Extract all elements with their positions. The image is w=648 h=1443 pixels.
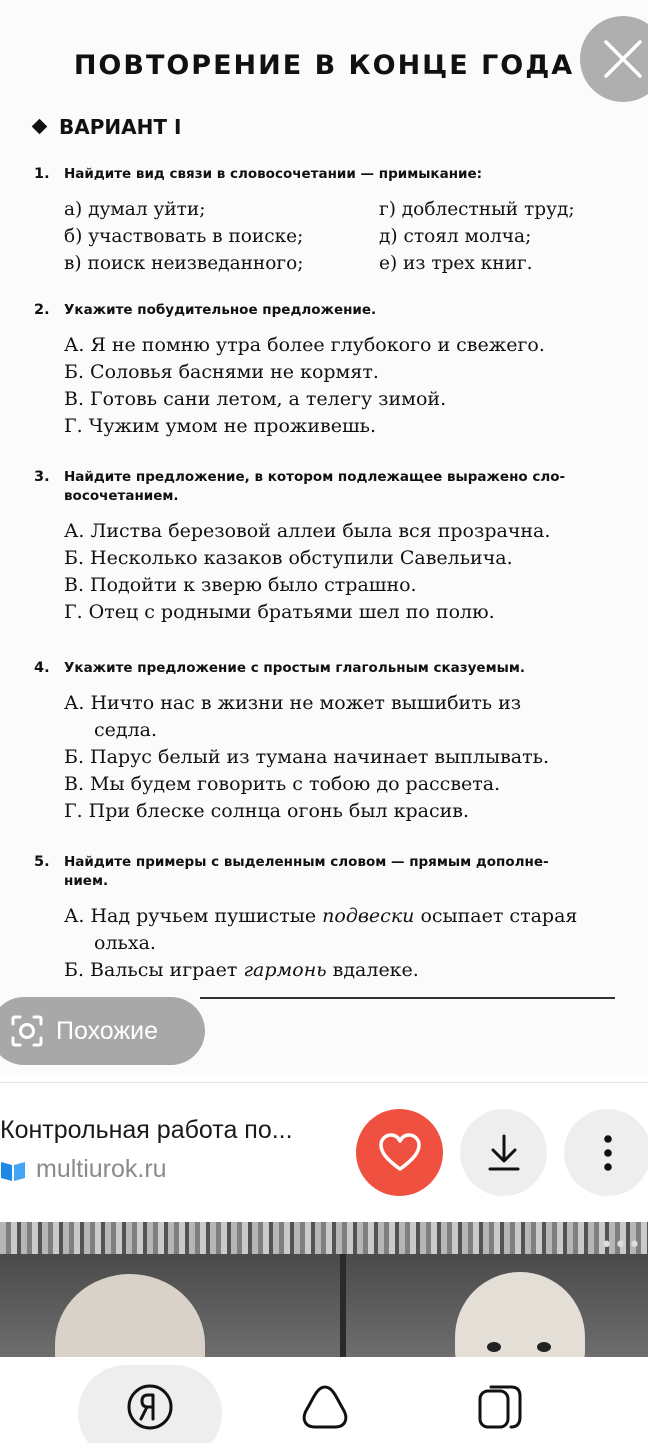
question-3	[34, 468, 624, 626]
book-icon	[0, 1157, 26, 1183]
option-text: осыпает старая	[414, 905, 578, 927]
option: Г. Чужим умом не проживешь.	[64, 415, 377, 437]
option	[64, 957, 624, 984]
question-prompt-continued: восочетанием.	[64, 488, 179, 504]
question-number: 2.	[34, 302, 50, 318]
question-1-options	[34, 196, 624, 277]
question-number: 1.	[34, 166, 50, 182]
option: в) поиск неизведанного;	[64, 253, 304, 274]
question-4-text	[34, 659, 624, 678]
more-button[interactable]	[564, 1109, 648, 1196]
more-dots-icon[interactable]: •••	[600, 1233, 642, 1258]
question-prompt: Найдите вид связи в словосочетании — примыкание:	[64, 166, 483, 182]
option: А. Ничто нас в жизни не может вышибить из	[64, 692, 522, 714]
option: А. Я не помню утра более глубокого и свежего.	[64, 334, 545, 356]
question-4-options	[34, 690, 624, 825]
nav-item-tabs[interactable]	[430, 1357, 570, 1443]
highlighted-word: гармонь	[243, 959, 327, 981]
diamond-bullet-icon	[32, 119, 48, 135]
divider-line	[200, 997, 615, 999]
option: В. Подойти к зверю было страшно.	[64, 574, 417, 596]
option: В. Мы будем говорить с тобою до рассвета.	[64, 773, 501, 795]
question-4	[34, 659, 624, 825]
question-number: 5.	[34, 854, 50, 870]
question-2	[34, 301, 624, 440]
download-icon	[486, 1133, 522, 1173]
option: Б. Парус белый из тумана начинает выплывать.	[64, 746, 550, 768]
option: Г. Отец с родными братьями шел по полю.	[64, 601, 495, 623]
option: б) участвовать в поиске;	[64, 226, 304, 247]
image-source-link[interactable]	[0, 1155, 167, 1184]
heart-icon	[378, 1133, 422, 1173]
next-image-preview[interactable]	[0, 1222, 648, 1357]
more-vertical-icon	[603, 1133, 613, 1173]
question-prompt: Найдите предложение, в котором подлежащее выражено сло-	[64, 469, 566, 485]
question-5-text	[34, 853, 624, 891]
option: е) из трех книг.	[379, 253, 533, 274]
similar-images-button[interactable]	[0, 997, 205, 1065]
divider	[0, 1082, 648, 1083]
question-5-options	[34, 903, 624, 984]
yandex-icon	[126, 1383, 174, 1431]
option: Б. Несколько казаков обступили Савельича.	[64, 547, 513, 569]
option: А. Листва березовой аллеи была вся прозрачна.	[64, 520, 551, 542]
similar-images-label: Похожие	[56, 1016, 159, 1045]
question-prompt: Укажите предложение с простым глагольным сказуемым.	[64, 660, 525, 676]
question-3-text	[34, 468, 624, 506]
bottom-navigation	[0, 1357, 648, 1443]
nav-item-alice[interactable]	[255, 1357, 395, 1443]
variant-label: ВАРИАНТ I	[59, 115, 182, 139]
question-prompt: Укажите побудительное предложение.	[64, 302, 377, 318]
question-number: 4.	[34, 660, 50, 676]
like-button[interactable]	[356, 1109, 443, 1196]
close-icon	[602, 38, 644, 80]
document-title: ПОВТОРЕНИЕ В КОНЦЕ ГОДА	[73, 50, 575, 81]
image-border-pattern	[0, 1222, 648, 1254]
option: Г. При блеске солнца огонь был красив.	[64, 800, 470, 822]
download-button[interactable]	[460, 1109, 547, 1196]
tabs-icon	[475, 1383, 525, 1433]
question-2-text	[34, 301, 624, 320]
question-prompt-continued: нием.	[64, 873, 109, 889]
option-continued: ольха.	[94, 932, 156, 954]
question-prompt: Найдите примеры с выделенным словом — прямым дополне-	[64, 854, 549, 870]
variant-heading	[34, 115, 181, 139]
option: а) думал уйти;	[64, 199, 206, 220]
question-1-text	[34, 165, 624, 184]
eye	[537, 1342, 551, 1352]
option: Б. Соловья баснями не кормят.	[64, 361, 379, 383]
image-source-title[interactable]: Контрольная работа по...	[0, 1116, 293, 1144]
option-continued: седла.	[94, 719, 158, 741]
question-2-options	[34, 332, 624, 440]
question-1	[34, 165, 624, 277]
question-5	[34, 853, 624, 984]
nav-item-yandex[interactable]	[78, 1357, 222, 1443]
visual-search-icon	[10, 1015, 44, 1047]
option	[64, 903, 624, 930]
option-text: Б. Вальсы играет	[64, 959, 244, 981]
question-number: 3.	[34, 469, 50, 485]
alice-icon	[299, 1383, 351, 1431]
option-text: вдалеке.	[326, 959, 419, 981]
question-3-options	[34, 518, 624, 626]
highlighted-word: подвески	[322, 905, 415, 927]
option: г) доблестный труд;	[379, 199, 575, 220]
close-button[interactable]	[580, 16, 648, 102]
option: д) стоял молча;	[379, 226, 532, 247]
option-text: А. Над ручьем пушистые	[64, 905, 323, 927]
option: В. Готовь сани летом, а телегу зимой.	[64, 388, 447, 410]
eye	[487, 1342, 501, 1352]
source-domain: multiurok.ru	[36, 1155, 167, 1183]
